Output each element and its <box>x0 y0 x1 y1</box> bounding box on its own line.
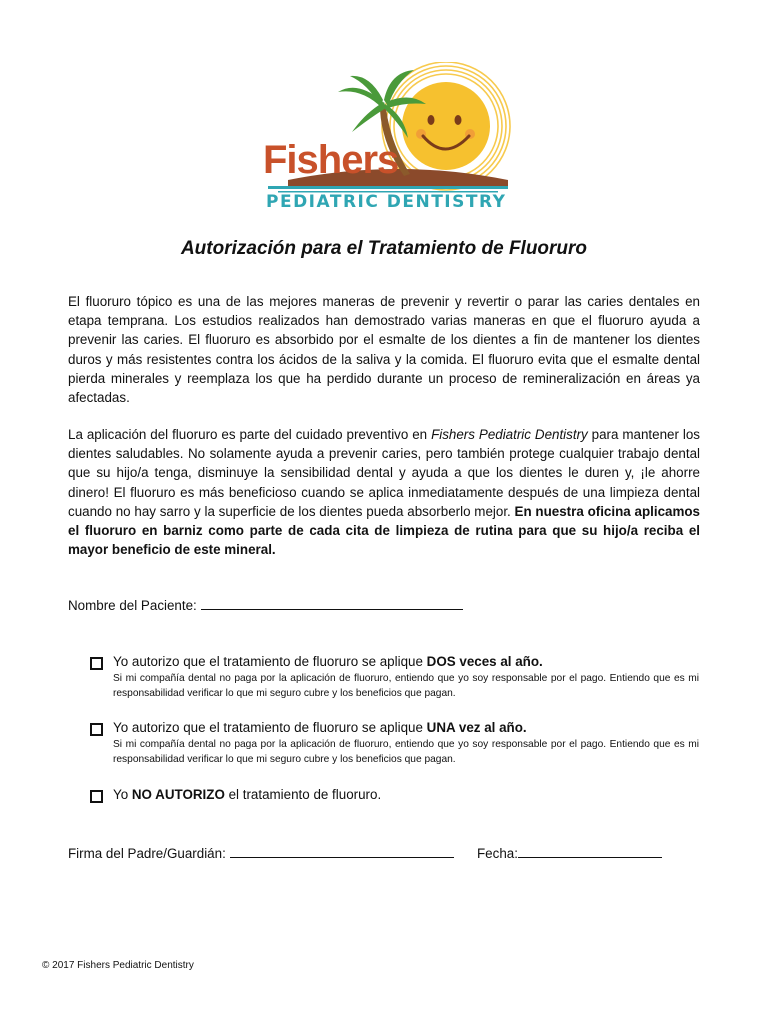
option-text-part: Yo autorizo que el tratamiento de fluoruro se aplique <box>113 654 427 669</box>
document-title: Autorización para el Tratamiento de Fluoruro <box>180 238 588 259</box>
option-text-bold: UNA vez al año. <box>426 720 527 735</box>
signature-row <box>68 844 662 861</box>
care-paragraph <box>68 425 700 559</box>
option-text-bold: DOS veces al año. <box>426 654 543 669</box>
signature-field[interactable] <box>230 844 454 858</box>
option-text-part: Yo <box>113 787 132 802</box>
date-label: Fecha: <box>477 846 518 861</box>
intro-paragraph: El fluoruro tópico es una de las mejores maneras de prevenir y revertir o parar las caries dentales en etapa temprana. Los estudios realizados han demostrado varias maneras en que el fluoruro ayuda a prevenir las caries. El fluoruro es absorbido por el esmalte de los dientes a fin de mantener los dientes duros y más resistentes contra los ácidos de la saliva y la comida. El fluoruro evita que el esmalte dental pierda minerales y reemplaza los que ha perdido durante un proceso de remineralización en áreas ya afectadas. <box>68 294 700 406</box>
option-twice-yearly-text <box>113 654 543 669</box>
patient-name-row <box>68 596 463 613</box>
option-once-yearly-note: Si mi compañía dental no paga por la aplicación de fluoruro, entiendo que yo soy responsable por el pago. Entiendo que es mi responsabilidad verificar lo que mi seguro cubre y los beneficios que pagan. <box>113 739 699 765</box>
option-twice-yearly-checkbox[interactable] <box>90 657 103 670</box>
signature-label: Firma del Padre/Guardián: <box>68 846 226 861</box>
option-once-yearly-text <box>113 720 527 735</box>
patient-name-label: Nombre del Paciente: <box>68 598 197 613</box>
date-field[interactable] <box>518 844 662 858</box>
option-decline-checkbox[interactable] <box>90 790 103 803</box>
option-text-bold: NO AUTORIZO <box>131 787 225 802</box>
copyright-footer: © 2017 Fishers Pediatric Dentistry <box>42 960 194 971</box>
option-twice-yearly-note: Si mi compañía dental no paga por la aplicación de fluoruro, entiendo que yo soy responsable por el pago. Entiendo que es mi responsabilidad verificar lo que mi seguro cubre y los beneficios que pagan. <box>113 673 699 699</box>
care-paragraph-bold: En nuestra oficina aplicamos el fluoruro en barniz como parte de cada cita de limpieza de rutina para que su hijo/a reciba el mayor beneficio de este mineral. <box>68 503 700 558</box>
logo-tagline: PEDIATRIC DENTISTRY <box>266 192 507 212</box>
care-paragraph-intro: La aplicación del fluoruro es parte del cuidado preventivo en <box>68 427 432 442</box>
logo-name: Fishers <box>263 138 399 182</box>
practice-logo <box>258 62 516 222</box>
option-once-yearly-checkbox[interactable] <box>90 723 103 736</box>
option-decline-text <box>113 787 381 802</box>
option-text-part: Yo autorizo que el tratamiento de fluoruro se aplique <box>113 720 427 735</box>
patient-name-field[interactable] <box>201 596 463 610</box>
care-paragraph-middle: para mantener los dientes saludables. No solamente ayuda a prevenir caries, pero también protege cualquier trabajo dental que su hijo/a tenga, disminuye la sensibilidad dental y ayuda a que los dientes le duren y, ¡le ahorre dinero! El fluoruro es más beneficioso cuando se aplica inmediatamente después de una limpieza dental cuando no hay sarro y la superficie de los dientes pueda absorberlo mejor. <box>68 427 700 519</box>
option-text-part: el tratamiento de fluoruro. <box>224 787 382 802</box>
practice-name-italic: Fishers Pediatric Dentistry <box>431 427 588 442</box>
